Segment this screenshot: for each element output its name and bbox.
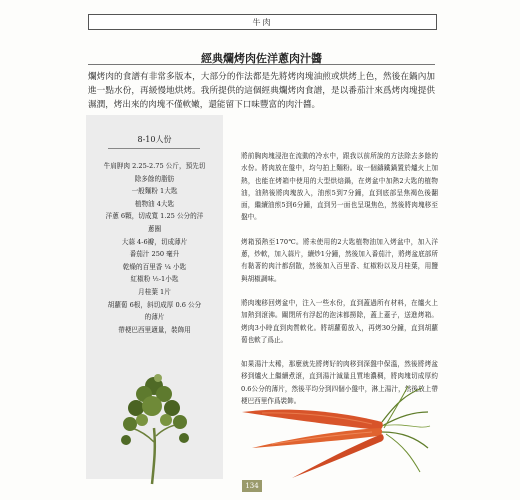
ingredient-line: 蔥圈 bbox=[147, 224, 162, 233]
section-title: 牛肉 bbox=[252, 17, 273, 27]
ingredient-line: 的薄片 bbox=[144, 313, 165, 322]
ingredient-line: 洋蔥 6顆，切成寬 1.25 公分的洋 bbox=[105, 212, 204, 221]
ingredient-line: 紅椒粉 ½-1小匙 bbox=[130, 275, 179, 284]
ingredient-line: 除多餘的脂肪 bbox=[134, 174, 175, 183]
method-step: 如果湯汁太稀，那麼就先將烤好的肉移到深盤中保溫，然後將烤盆移到爐火上繼續煮滾，直到湯汁減量且質地濃稠，將肉塊切成厚約0.6公分的薄片，然後平均分到四個小盤中，淋上湯汁，然後放上帶梗巴西里作爲裝飾。 bbox=[241, 360, 438, 406]
ingredient-line: 帶梗巴西里適量，裝飾用 bbox=[118, 325, 191, 334]
ingredient-line: 大蒜 4-6瓣，切成薄片 bbox=[121, 237, 188, 246]
ingredient-list bbox=[86, 160, 223, 336]
method-steps bbox=[241, 150, 438, 419]
carrots-illustration bbox=[232, 382, 432, 482]
ingredient-line: 一般麵粉 1大匙 bbox=[131, 187, 178, 196]
servings-divider bbox=[108, 148, 200, 149]
title-divider bbox=[88, 64, 435, 65]
ingredient-line: 牛肩胛肉 2.25-2.75 公斤，預先切 bbox=[103, 162, 206, 170]
ingredient-line: 植物油 4大匙 bbox=[134, 199, 175, 208]
section-header bbox=[88, 14, 437, 30]
ingredient-line: 月桂葉 1片 bbox=[138, 287, 171, 296]
page-number: 134 bbox=[242, 480, 262, 492]
servings-label: 8-10人份 bbox=[137, 135, 172, 144]
recipe-intro: 爛烤肉的食譜有非常多版本，大部分的作法都是先將烤肉塊油煎或烘烤上色，然後在鍋內加進一點水份，再緩慢地烘烤。我所提供的這個經典爛烤肉食譜，是以番茄汁來爲烤肉塊提供濕潤，烤出來的肉塊不僅軟嫩，還能留下口味豐富的肉汁醬。 bbox=[88, 72, 435, 110]
method-step: 烤箱預熱至170℃。將未使用的2大匙植物油加入烤盆中，加入洋蔥，炒軟，加入蒜片，續炒1分鐘，然後加入番茄汁，將烤盆底部所有黏著的肉汁都刮散，然後加入百里香、紅椒粉以及月桂葉，用鹽與胡椒調味。 bbox=[241, 237, 438, 283]
ingredient-line: 番茄汁 250 毫升 bbox=[129, 250, 180, 259]
method-step: 將肉塊移回烤盆中，注入一些水份，直到蓋過所有材料，在爐火上加熱到滾沸。關閉所有浮起的泡沫都撈除，蓋上蓋子，送進烤箱。烤肉3小時直到肉質軟化。將胡蘿蔔放入，再烤30分鐘，直到胡蘿蔔也軟了爲止。 bbox=[241, 298, 438, 344]
ingredient-line: 乾燥的百里香 ¼ 小匙 bbox=[122, 262, 187, 271]
ingredient-line: 胡蘿蔔 6根，斜切成厚 0.6 公分 bbox=[107, 300, 202, 309]
recipe-title: 經典爛烤肉佐洋蔥肉汁醬 bbox=[201, 52, 322, 65]
method-step: 將前胸肉塊浸泡在流動的冷水中，跟我以前所說的方法除去多餘的水份。將肉放在盤中，均勻拍上麵粉。取一個鑄鐵鍋置於爐火上加熱，也能在烤箱中使用的大型烘焙鍋，在烤盆中加熱2大匙的植物油，油熱後將肉塊放入，油煎5到7分鐘，直到底部呈焦褐色後翻面，繼續油煎5到6分鐘，直到另一面也呈現焦色，然後將肉塊移至盤中。 bbox=[241, 152, 438, 222]
broccoli-illustration bbox=[118, 368, 192, 486]
